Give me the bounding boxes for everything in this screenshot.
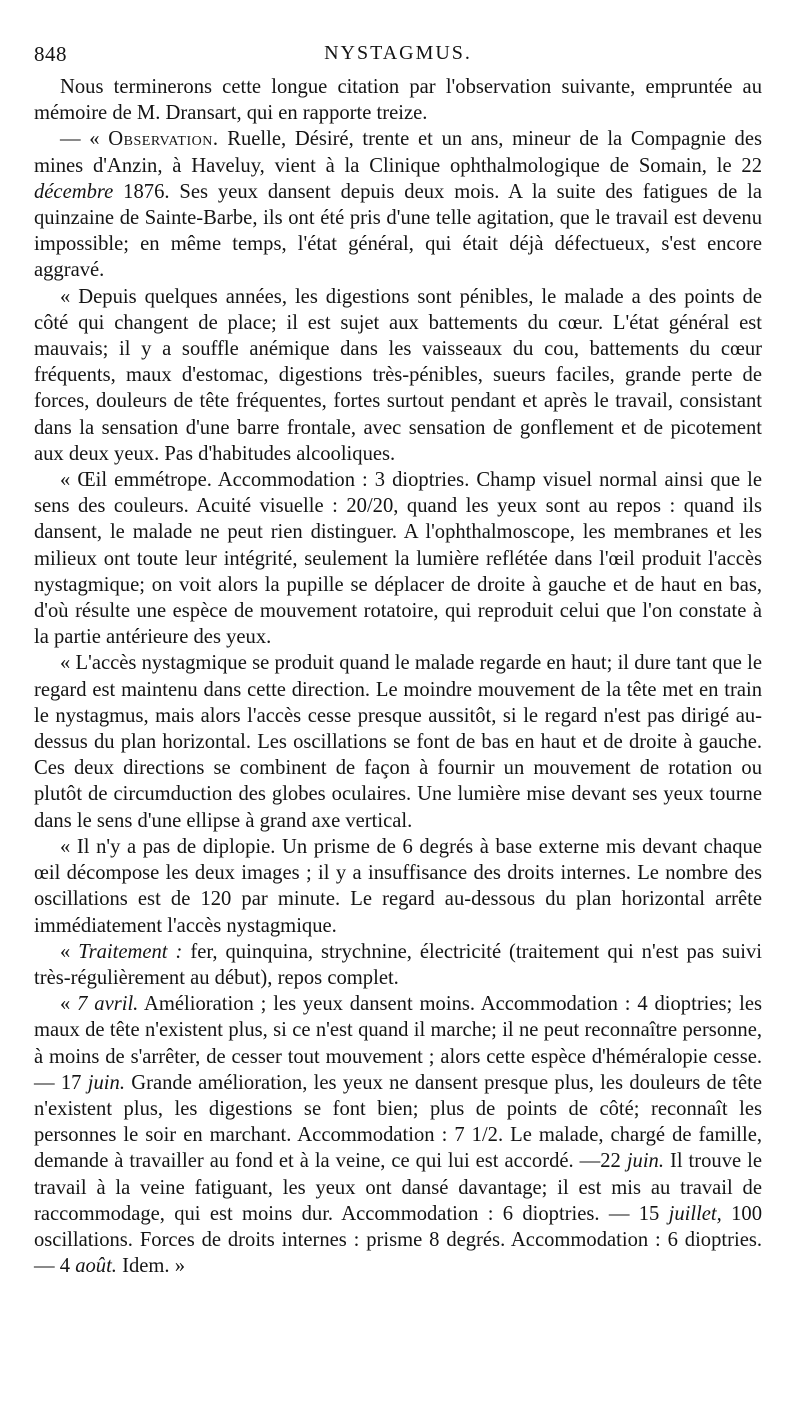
paragraph-followup: « 7 avril. Amélioration ; les yeux dansent moins. Accommodation : 4 dioptries; les maux de tête n'existent plus, si ce n'est quand il marche; il ne peut reconnaître personne, à moins de s'arrêter, de cesser tout mouvement ; alors cette espèce d'héméralopie cesse. — 17 juin. Grande amélioration, les yeux ne dansent presque plus, les douleurs de tête n'existent plus, les digestions se font bien; plus de points de côté; reconnaît les personnes le soir en marchant. Accommodation : 7 1/2. Le malade, chargé de famille, demande à travailler au fond et à la veine, ce qui lui est accordé. —22 juin. Il trouve le travail à la veine fatiguant, les yeux ont dansé davantage; il est mis au travail de raccommodage, qui est moins dur. Accommodation : 6 dioptries. — 15 juillet, 100 oscillations. Forces de droits internes : prisme 8 degrés. Accommodation : 6 dioptries. — 4 août. Idem. » (34, 993, 763, 1278)
paragraph-intro: Nous terminerons cette longue citation par l'observation suivante, empruntée au mémoire de M. Dransart, qui en rapporte treize. (34, 76, 762, 125)
page-number: 848 (34, 42, 67, 66)
paragraph-examination: « Œil emmétrope. Accommodation : 3 dioptries. Champ visuel normal ainsi que le sens des couleurs. Acuité visuelle : 20/20, quand les yeux sont au repos : quand ils dansent, le malade ne peut rien distinguer. A l'ophthalmoscope, les membranes et les milieux ont toute leur intégrité, seulement la lumière reflétée dans l'œil produit l'accès nystagmique; on voit alors la pupille se déplacer de droite à gauche et de haut en bas, d'où résulte une espèce de mouvement rotatoire, qui reproduit celui que l'on constate à la partie antérieure des yeux. (34, 469, 762, 649)
paragraph-treatment: « Traitement : fer, quinquina, strychnine, électricité (traitement qui n'est pas suivi très-régulièrement au début), repos complet. (34, 940, 763, 989)
running-title: NYSTAGMUS. (324, 42, 472, 64)
observation-label: Observation. (108, 128, 219, 151)
treatment-label: Traitement : (78, 940, 183, 963)
body-text (34, 74, 762, 1279)
page-header (34, 38, 762, 74)
paragraph-observation: — « Observation. Ruelle, Désiré, trente et un ans, mineur de la Compagnie des mines d'Anzin, à Haveluy, vient à la Clinique ophthalmologique de Somain, le 22 décembre 1876. Ses yeux dansent depuis deux mois. A la suite des fatigues de la quinzaine de Sainte-Barbe, ils ont été pris d'une telle agitation, que le travail est devenu impossible; en même temps, l'état général, qui était déjà défectueux, s'est encore aggravé. (34, 128, 762, 282)
paragraph-history: « Depuis quelques années, les digestions sont pénibles, le malade a des points de côté qui changent de place; il est sujet aux battements du cœur. L'état général est mauvais; il y a souffle anémique dans les vaisseaux du cou, battements du cœur fréquents, maux d'estomac, digestions très-pénibles, sueurs faciles, grande perte de forces, douleurs de tête fréquentes, fortes surtout pendant et après le travail, consistant dans la sensation d'une barre frontale, avec sensation de gonflement et de picotement aux deux yeux. Pas d'habitudes alcooliques. (34, 285, 762, 465)
paragraph-diplopia: « Il n'y a pas de diplopie. Un prisme de 6 degrés à base externe mis devant chaque œil décompose les deux images ; il y a insuffisance des droits internes. Le nombre des oscillations est de 120 par minute. Le regard au-dessous du plan horizontal arrête immédiatement l'accès nystagmique. (34, 835, 762, 937)
paragraph-nystagmus-access: « L'accès nystagmique se produit quand le malade regarde en haut; il dure tant que le regard est maintenu dans cette direction. Le moindre mouvement de la tête met en train le nystagmus, mais alors l'accès cesse presque aussitôt, si le regard n'est pas dirigé au-dessus du plan horizontal. Les oscillations se font de bas en haut et de droite à gauche. Ces deux directions se combinent de façon à fournir un mouvement de rotation ou plutôt de circumduction des globes oculaires. Une lumière mise devant ses yeux tourne dans le sens d'une ellipse à grand axe vertical. (34, 652, 762, 832)
